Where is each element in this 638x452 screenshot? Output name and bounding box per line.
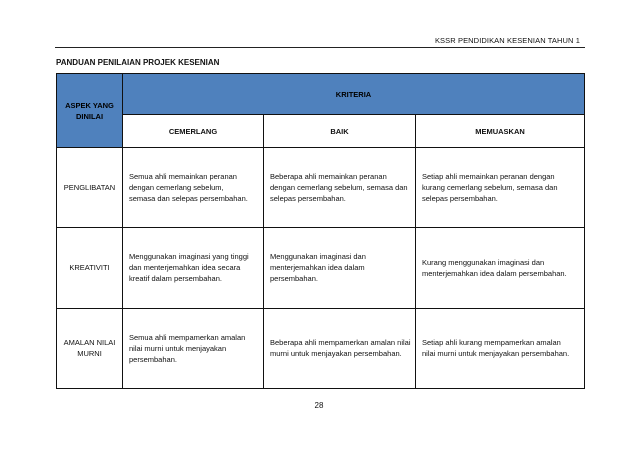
table-cell: Setiap ahli kurang mempamerkan amalan nilai murni untuk menjayakan persembahan. [416, 308, 585, 388]
table-cell: Kurang menggunakan imaginasi dan menterjemahkan idea dalam persembahan. [416, 228, 585, 308]
column-header-memuaskan: MEMUASKAN [416, 115, 585, 148]
document-title: PANDUAN PENILAIAN PROJEK KESENIAN [56, 58, 220, 67]
page-number: 28 [314, 401, 324, 410]
table-row [57, 148, 585, 228]
table-cell: Beberapa ahli memainkan peranan dengan cemerlang sebelum, semasa dan selepas persembahan. [264, 148, 416, 228]
table-cell: Menggunakan imaginasi dan menterjemahkan idea dalam persembahan. [264, 228, 416, 308]
table-row [57, 228, 585, 308]
row-header-penglibatan: PENGLIBATAN [57, 148, 123, 228]
aspek-header: ASPEK YANG DINILAI [57, 74, 123, 148]
row-header-kreativiti: KREATIVITI [57, 228, 123, 308]
table-row [57, 308, 585, 388]
table-cell: Setiap ahli memainkan peranan dengan kurang cemerlang sebelum, semasa dan selepas persembahan. [416, 148, 585, 228]
table-cell: Semua ahli mempamerkan amalan nilai murni untuk menjayakan persembahan. [123, 308, 264, 388]
table-cell: Semua ahli memainkan peranan dengan cemerlang sebelum, semasa dan selepas persembahan. [123, 148, 264, 228]
row-header-amalan-nilai-murni: AMALAN NILAI MURNI [57, 308, 123, 388]
assessment-rubric-table [56, 73, 585, 389]
column-header-cemerlang: CEMERLANG [123, 115, 264, 148]
table-cell: Beberapa ahli mempamerkan amalan nilai murni untuk menjayakan persembahan. [264, 308, 416, 388]
header-rule [55, 47, 585, 48]
running-header: KSSR PENDIDIKAN KESENIAN TAHUN 1 [434, 36, 580, 45]
kriteria-header: KRITERIA [123, 74, 585, 115]
column-header-baik: BAIK [264, 115, 416, 148]
table-cell: Menggunakan imaginasi yang tinggi dan menterjemahkan idea secara kreatif dalam persembahan. [123, 228, 264, 308]
